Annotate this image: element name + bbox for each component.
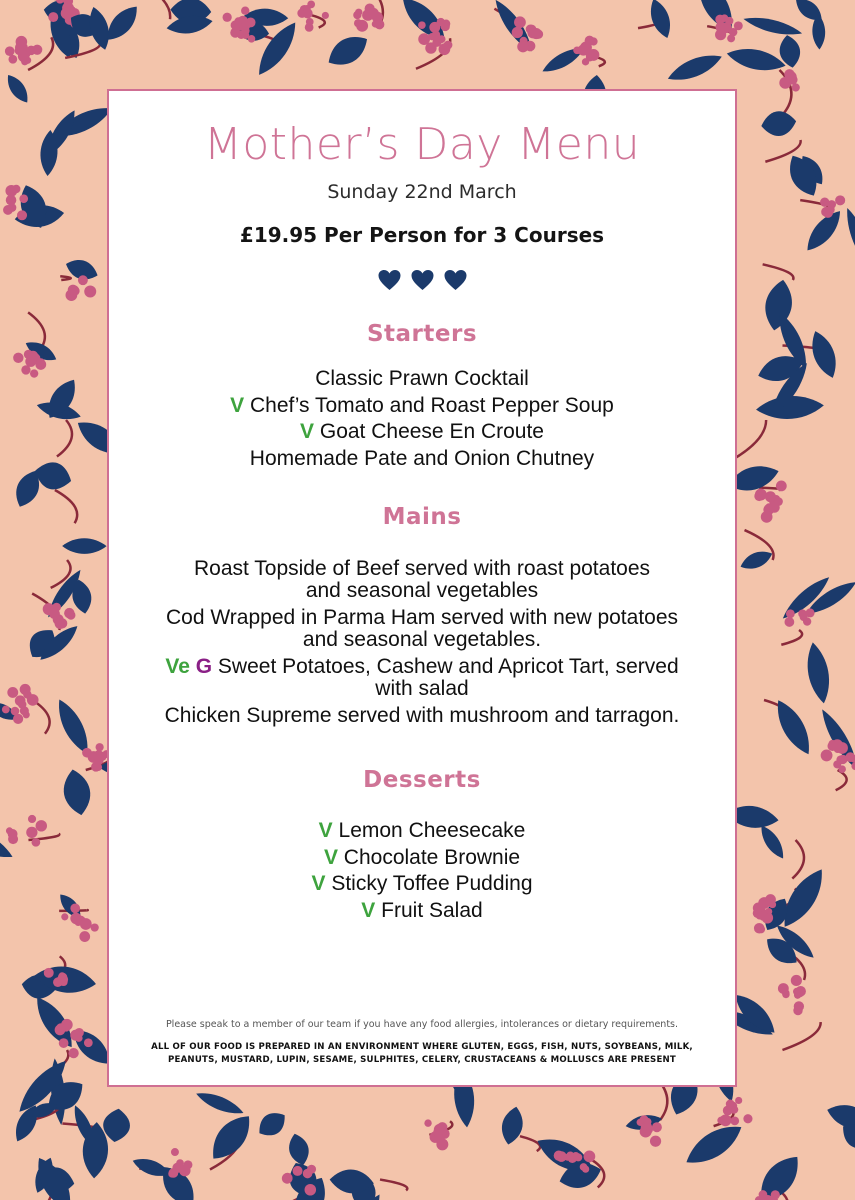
menu-card [107,89,737,1087]
list-item [119,705,725,727]
item-text: Goat Cheese En Croute [319,420,544,443]
list-item [119,558,725,602]
allergy-note: Please speak to a member of our team if you have any food allergies, intolerances or dietary requirements. [165,1019,679,1030]
desserts-heading: Desserts [363,767,481,793]
item-text: Chef’s Tomato and Roast Pepper Soup [250,393,614,417]
list-item [119,419,725,446]
vegetarian-tag: V [361,898,376,922]
vegan-tag: Ve [165,655,190,678]
vegetarian-tag: V [300,420,315,443]
list-item [119,366,725,393]
vegetarian-tag: V [311,872,326,895]
item-text: Lemon Cheesecake [338,819,526,842]
item-text: Homemade Pate and Onion Chutney [249,446,595,470]
allergen-statement [149,1041,695,1067]
menu-title: Mother’s Day Menu [203,119,641,170]
gluten-free-tag: G [195,655,213,678]
list-item [119,607,725,651]
list-item [119,446,725,473]
menu-date: Sunday 22nd March [327,181,517,203]
vegetarian-tag: V [318,819,333,842]
desserts-list [119,818,725,924]
item-text-continued: and seasonal vegetables. [302,628,542,651]
item-text: Chocolate Brownie [343,845,521,869]
list-item [119,898,725,925]
vegetarian-tag: V [230,393,245,417]
item-text: Sweet Potatoes, Cashew and Apricot Tart, served [217,655,679,678]
item-text: Classic Prawn Cocktail [315,367,529,390]
allergen-line: PEANUTS, MUSTARD, LUPIN, SESAME, SULPHITES, CELERY, CRUSTACEANS & MOLLUSCS ARE PRESENT [168,1055,676,1065]
heart-icon [377,269,402,291]
heart-icon [410,269,435,291]
item-text-continued: with salad [375,677,469,700]
item-text: Sticky Toffee Pudding [331,872,533,895]
hearts-divider [109,269,735,291]
list-item [119,393,725,420]
allergen-line: ALL OF OUR FOOD IS PREPARED IN AN ENVIRONMENT WHERE GLUTEN, EGGS, FISH, NUTS, SOYBEANS, MILK, [151,1042,693,1052]
mains-list [119,558,725,732]
menu-price: £19.95 Per Person for 3 Courses [239,223,605,247]
mains-heading: Mains [382,504,462,530]
item-text: Fruit Salad [381,898,483,922]
heart-icon [443,269,468,291]
item-text: Chicken Supreme served with mushroom and tarragon. [164,704,680,727]
list-item [119,871,725,898]
list-item [119,818,725,845]
vegetarian-tag: V [323,845,338,869]
starters-heading: Starters [366,321,478,347]
starters-list [119,366,725,472]
list-item [119,845,725,872]
list-item [119,656,725,700]
item-text-continued: and seasonal vegetables [305,579,539,602]
item-text: Cod Wrapped in Parma Ham served with new potatoes [165,606,679,629]
item-text: Roast Topside of Beef served with roast potatoes [193,557,651,580]
